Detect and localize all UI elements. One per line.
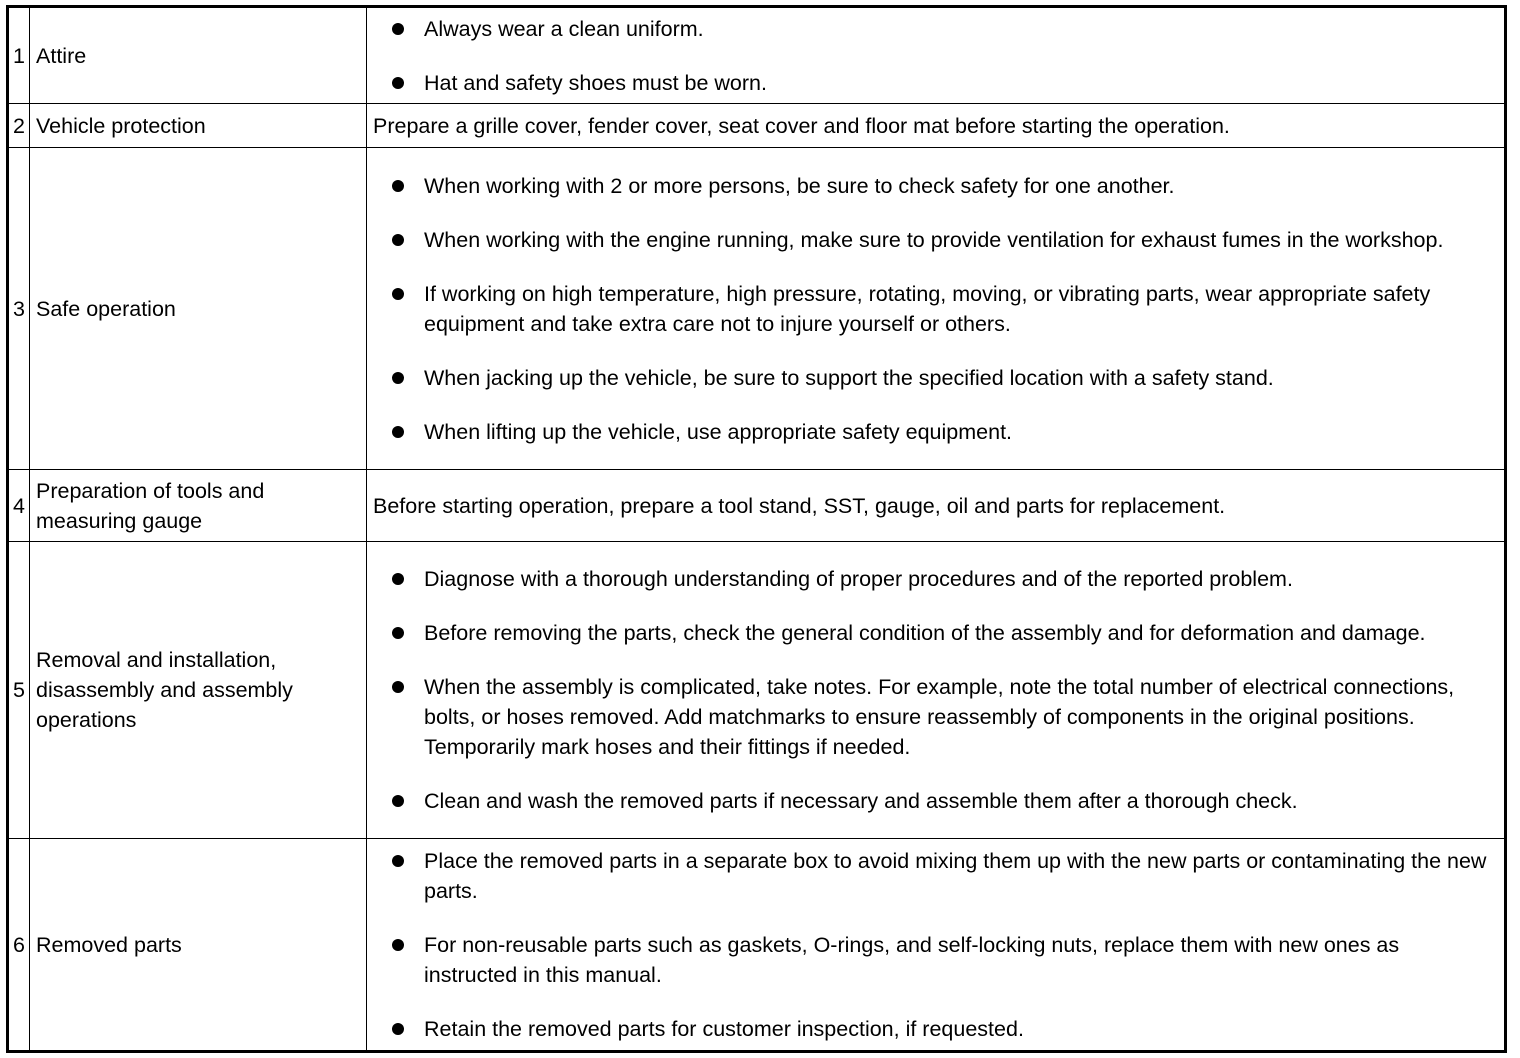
row-topic: Vehicle protection [30, 104, 367, 148]
bullet-list [373, 14, 1498, 98]
table-row [8, 542, 1506, 839]
bullet-icon [392, 372, 404, 384]
bullet-icon [392, 795, 404, 807]
precautions-table [6, 5, 1507, 1053]
row-description [367, 7, 1506, 104]
row-description [367, 148, 1506, 470]
row-description: Prepare a grille cover, fender cover, seat cover and floor mat before starting the operation. [367, 104, 1506, 148]
bullet-item: When lifting up the vehicle, use appropriate safety equipment. [373, 417, 1498, 447]
bullet-icon [392, 234, 404, 246]
row-number: 3 [8, 148, 30, 470]
table-row [8, 148, 1506, 470]
row-number: 2 [8, 104, 30, 148]
row-description [367, 542, 1506, 839]
row-number: 4 [8, 470, 30, 542]
bullet-list [373, 846, 1498, 1044]
bullet-icon [392, 681, 404, 693]
row-description: Before starting operation, prepare a tool stand, SST, gauge, oil and parts for replacement. [367, 470, 1506, 542]
bullet-icon [392, 23, 404, 35]
row-topic: Attire [30, 7, 367, 104]
row-number: 1 [8, 7, 30, 104]
row-description [367, 839, 1506, 1052]
bullet-icon [392, 573, 404, 585]
table-row [8, 104, 1506, 148]
bullet-icon [392, 627, 404, 639]
bullet-icon [392, 855, 404, 867]
bullet-list [373, 171, 1498, 447]
bullet-item: For non-reusable parts such as gaskets, O-rings, and self-locking nuts, replace them with new ones as instructed in this manual. [373, 930, 1498, 990]
bullet-item: If working on high temperature, high pressure, rotating, moving, or vibrating parts, wear appropriate safety equipment and take extra care not to injure yourself or others. [373, 279, 1498, 339]
row-topic: Removed parts [30, 839, 367, 1052]
table-row [8, 839, 1506, 1052]
bullet-item: Place the removed parts in a separate box to avoid mixing them up with the new parts or contaminating the new parts. [373, 846, 1498, 906]
bullet-icon [392, 939, 404, 951]
bullet-item: When working with 2 or more persons, be sure to check safety for one another. [373, 171, 1498, 201]
bullet-item: When the assembly is complicated, take notes. For example, note the total number of electrical connections, bolts, or hoses removed. Add matchmarks to ensure reassembly of components in the original positions. Temporarily mark hoses and their fittings if needed. [373, 672, 1498, 762]
bullet-item: When working with the engine running, make sure to provide ventilation for exhaust fumes in the workshop. [373, 225, 1498, 255]
row-number: 6 [8, 839, 30, 1052]
row-number: 5 [8, 542, 30, 839]
row-topic: Preparation of tools and measuring gauge [30, 470, 367, 542]
bullet-item: Before removing the parts, check the general condition of the assembly and for deformation and damage. [373, 618, 1498, 648]
bullet-icon [392, 288, 404, 300]
bullet-icon [392, 1023, 404, 1035]
bullet-item: Hat and safety shoes must be worn. [373, 68, 1498, 98]
bullet-icon [392, 77, 404, 89]
bullet-icon [392, 180, 404, 192]
bullet-item: Clean and wash the removed parts if necessary and assemble them after a thorough check. [373, 786, 1498, 816]
bullet-item: When jacking up the vehicle, be sure to support the specified location with a safety stand. [373, 363, 1498, 393]
bullet-item: Always wear a clean uniform. [373, 14, 1498, 44]
table-row [8, 470, 1506, 542]
row-topic: Safe operation [30, 148, 367, 470]
bullet-item: Diagnose with a thorough understanding of proper procedures and of the reported problem. [373, 564, 1498, 594]
bullet-icon [392, 426, 404, 438]
table-row [8, 7, 1506, 104]
row-topic: Removal and installation, disassembly and assembly operations [30, 542, 367, 839]
bullet-list [373, 564, 1498, 816]
bullet-item: Retain the removed parts for customer inspection, if requested. [373, 1014, 1498, 1044]
